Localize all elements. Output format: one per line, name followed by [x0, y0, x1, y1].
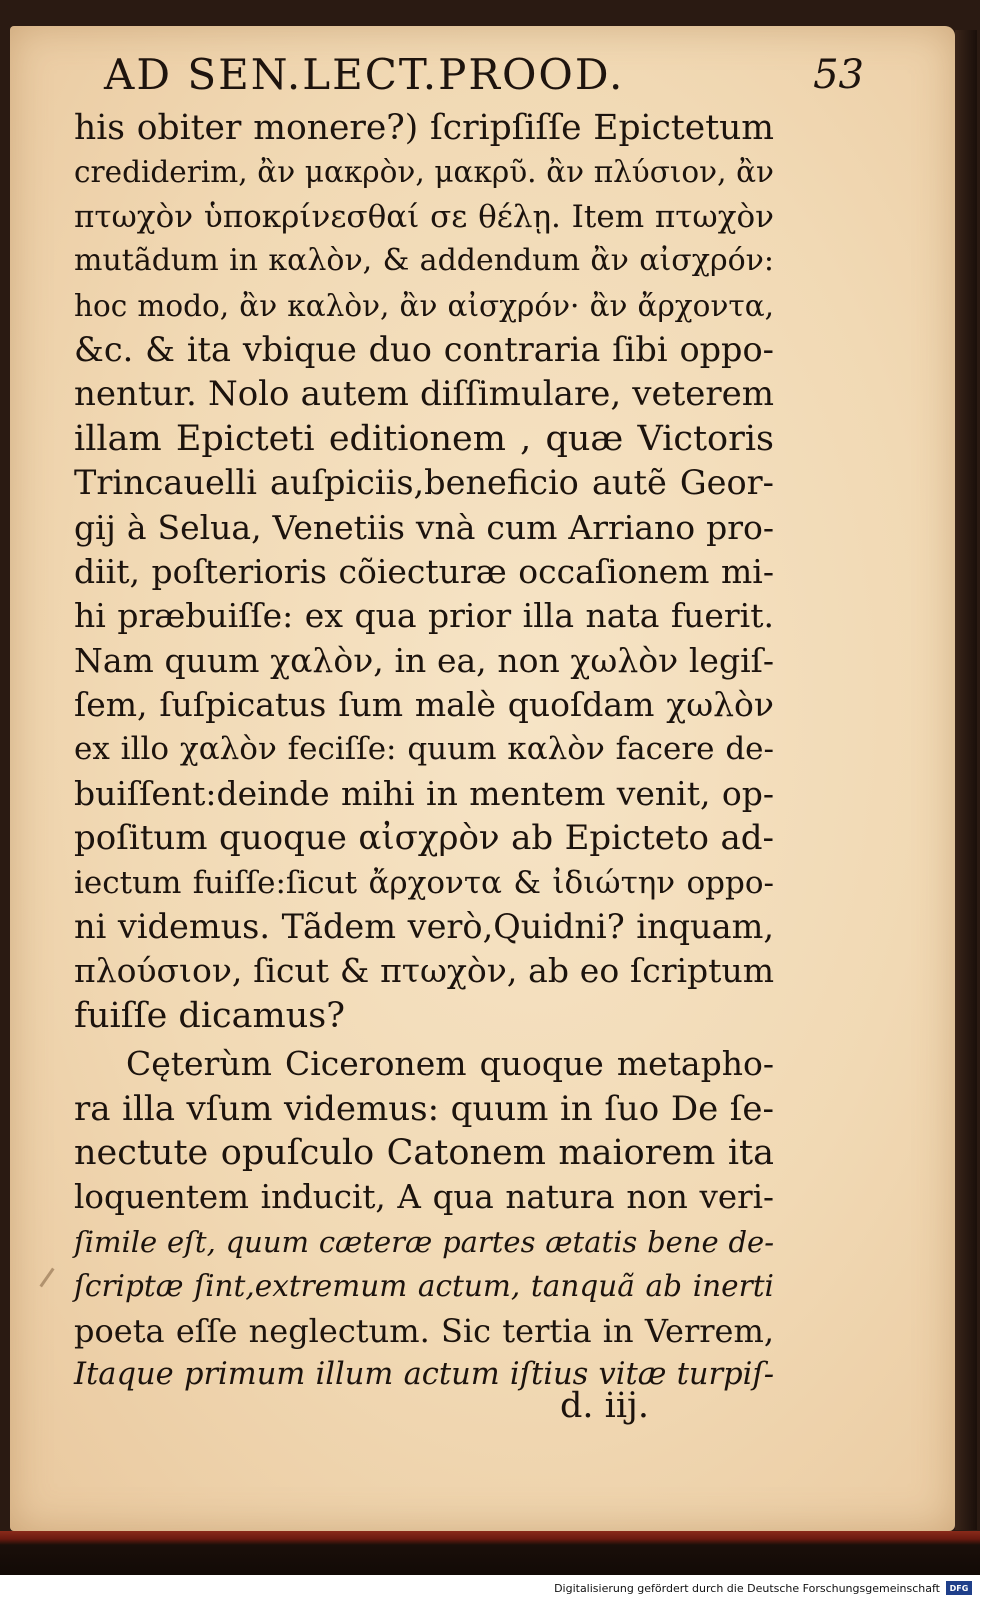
text-line: buiſſent:deinde mihi in mentem venit, op-	[74, 773, 774, 813]
text-line: poeta eſſe neglectum. Sic tertia in Verrem,	[74, 1311, 774, 1350]
text-line: loquentem inducit, A qua natura non veri-	[74, 1178, 774, 1217]
dfg-logo-icon: DFG	[946, 1581, 972, 1595]
text-line: his obiter monere?) ſcripſiſſe Epictetum	[74, 108, 774, 148]
digitization-credit	[554, 1578, 972, 1598]
text-line: hi præbuiſſe: ex qua prior illa nata fuerit.	[74, 596, 774, 636]
book-edge-right	[955, 30, 977, 1530]
text-line: gij à Selua, Venetiis vnà cum Arriano pro-	[74, 507, 774, 547]
text-line: Trincauelli auſpiciis,beneficio autẽ Geor-	[74, 463, 774, 503]
text-line: &c. & ita vbique duo contraria ſibi oppo-	[74, 329, 774, 369]
text-line: poſitum quoque αἰσχρὸν ab Epicteto ad-	[74, 818, 774, 859]
text-line: πλούσιον, ſicut & πτωχὸν, ab eo ſcriptum	[74, 951, 774, 991]
text-line: πτωχὸν ὑποκρίνεσθαί σε θέλῃ. Item πτωχὸν	[74, 198, 774, 235]
text-line: iectum fuiſſe:ſicut ἄρχοντα & ἰδιώτην oppo-	[74, 864, 774, 901]
text-line: Itaque primum illum actum iſtius vitæ turpiſ-	[74, 1356, 774, 1392]
text-line: ſimile eſt, quum cæteræ partes ætatis bene de-	[74, 1224, 774, 1259]
text-line: ex illo χαλὸν feciſſe: quum καλὸν facere de-	[74, 731, 774, 768]
text-line: Nam quum χαλὸν, in ea, non χωλὸν legiſ-	[74, 640, 774, 680]
text-line: nentur. Nolo autem diſſimulare, veterem	[74, 374, 774, 415]
page-header	[104, 50, 864, 104]
text-line: fuiſſe dicamus?	[74, 995, 345, 1036]
credit-text: Digitalisierung gefördert durch die Deutsche Forschungsgemeinschaft	[554, 1581, 940, 1595]
text-line: ni videmus. Tãdem verò,Quidni? inquam,	[74, 907, 774, 947]
text-line: diit, poſterioris cõiecturæ occaſionem mi-	[74, 551, 774, 591]
running-title: AD SEN.LECT.PROOD.	[104, 50, 625, 99]
text-line: hoc modo, ἂν καλὸν, ἂν αἰσχρόν· ἂν ἄρχοντα,	[74, 288, 774, 323]
text-line: illam Epicteti editionem , quæ Victoris	[74, 418, 774, 459]
text-line: ſem, ſuſpicatus ſum malè quoſdam χωλὸν	[74, 685, 774, 725]
text-line: nectute opuſculo Catonem maiorem ita	[74, 1132, 774, 1173]
text-line: Cęterùm Ciceronem quoque metapho-	[126, 1044, 774, 1084]
body-text	[74, 106, 774, 1397]
page-number: 53	[813, 52, 864, 98]
book-edge-bottom	[0, 1531, 980, 1575]
text-line: ſcriptæ ſint,extremum actum, tanquã ab inerti	[74, 1269, 774, 1304]
text-line: ra illa vſum videmus: quum in ſuo De ſe-	[74, 1088, 774, 1129]
text-line: mutãdum in καλὸν, & addendum ἂν αἰσχρόν:	[74, 243, 774, 279]
signature-mark: d. iij.	[560, 1386, 650, 1426]
text-line: crediderim, ἂν μακρὸν, μακρῦ. ἂν πλύσιον, ἂν	[74, 155, 774, 190]
